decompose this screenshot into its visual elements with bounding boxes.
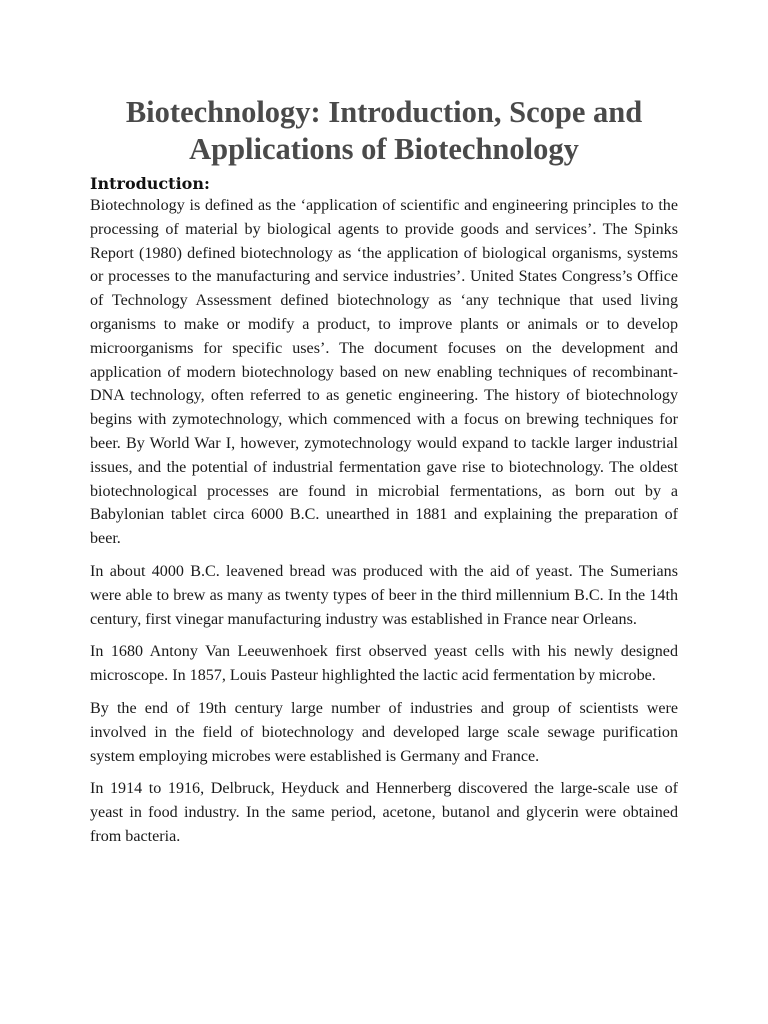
paragraph-definition: Biotechnology is defined as the ‘application of scientific and engineering principles to the processing of material by biological agents to provide goods and services’. The Spinks Report (1980) defined biotechnology as ‘the application of biological organisms, systems or processes to the manufacturing and service industries’. United States Congress’s Office of Technology Assessment defined biotechnology as ‘any technique that used living organisms to make or modify a product, to improve plants or animals or to develop microorganisms for specific uses’. The document focuses on the development and application of modern biotechnology based on new enabling techniques of recombinant-DNA technology, often referred to as genetic engineering. The history of biotechnology begins with zymotechnology, which commenced with a focus on brewing techniques for beer. By World War I, however, zymotechnology would expand to tackle larger industrial issues, and the potential of industrial fermentation gave rise to biotechnology. The oldest biotechnological processes are found in microbial fermentations, as born out by a Babylonian tablet circa 6000 B.C. unearthed in 1881 and explaining the preparation of beer.	[90, 197, 678, 548]
paragraph-19th-century: By the end of 19th century large number of industries and group of scientists were involved in the field of biotechnology and developed large scale sewage purification system employing microbes were established is Germany and France.	[90, 699, 678, 765]
introduction-section	[90, 174, 678, 849]
document-page	[90, 94, 678, 849]
paragraph-leeuwenhoek-pasteur: In 1680 Antony Van Leeuwenhoek first observed yeast cells with his newly designed microscope. In 1857, Louis Pasteur highlighted the lactic acid fermentation by microbe.	[90, 643, 678, 685]
paragraph-1914-1916: In 1914 to 1916, Delbruck, Heyduck and Hennerberg discovered the large-scale use of yeast in food industry. In the same period, acetone, butanol and glycerin were obtained from bacteria.	[90, 780, 678, 845]
paragraph-ancient-history: In about 4000 B.C. leavened bread was produced with the aid of yeast. The Sumerians were able to brew as many as twenty types of beer in the third millennium B.C. In the 14th century, first vinegar manufacturing industry was established in France near Orleans.	[90, 562, 678, 628]
document-title: Biotechnology: Introduction, Scope and Applications of Biotechnology	[125, 95, 643, 166]
section-heading-introduction: Introduction:	[90, 174, 210, 193]
